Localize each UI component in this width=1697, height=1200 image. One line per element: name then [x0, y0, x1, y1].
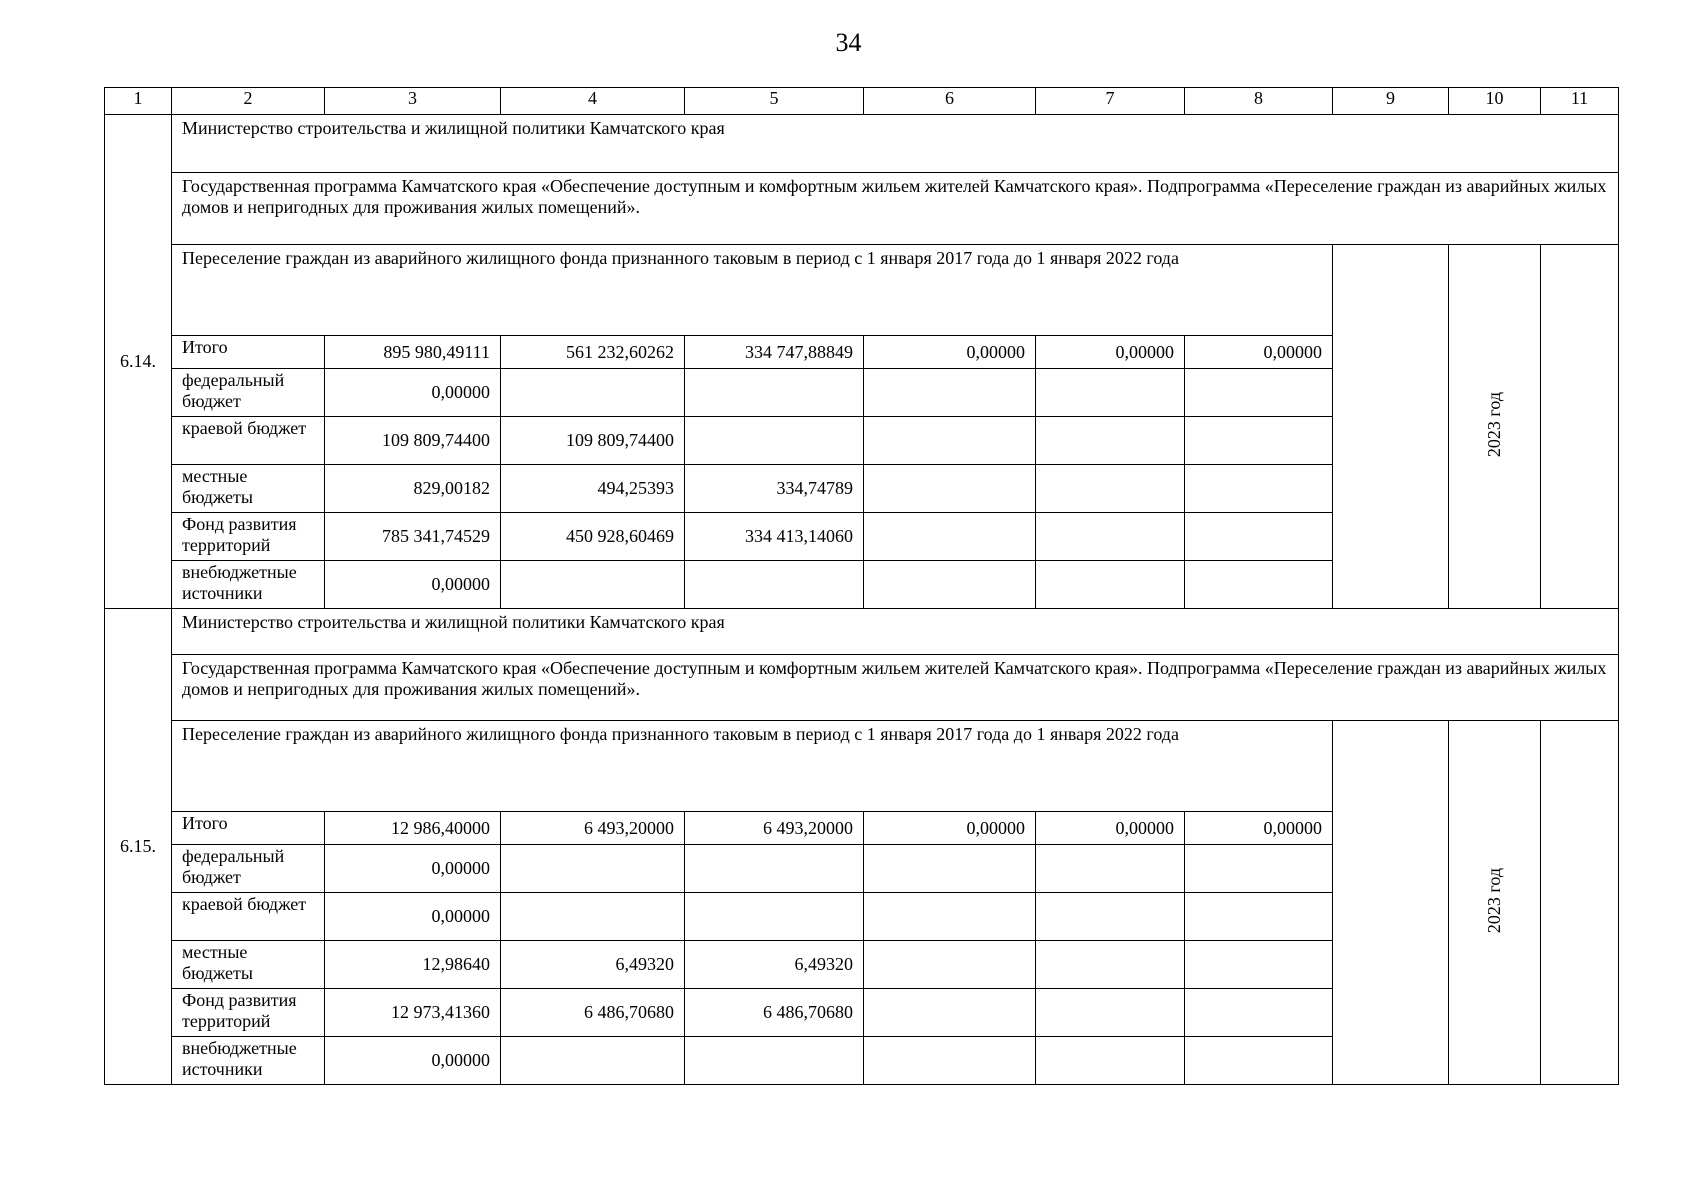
value-cell: 12 986,40000	[325, 812, 501, 845]
value-cell	[685, 845, 864, 893]
value-cell	[864, 941, 1036, 989]
row-label: внебюджетные источники	[172, 1037, 325, 1085]
year-cell	[1449, 245, 1541, 609]
column-number: 1	[105, 88, 172, 115]
column-number: 11	[1541, 88, 1619, 115]
year-text: 2023 год	[1484, 867, 1505, 933]
row-label: краевой бюджет	[172, 893, 325, 941]
value-cell: 12,98640	[325, 941, 501, 989]
value-cell: 0,00000	[325, 561, 501, 609]
value-cell	[864, 893, 1036, 941]
value-cell: 785 341,74529	[325, 513, 501, 561]
column-number: 5	[685, 88, 864, 115]
measure-row	[105, 245, 1619, 336]
column-number: 7	[1036, 88, 1185, 115]
value-cell	[685, 417, 864, 465]
year-cell	[1449, 721, 1541, 1085]
value-cell: 6 493,20000	[501, 812, 685, 845]
value-cell	[501, 561, 685, 609]
row-label: внебюджетные источники	[172, 561, 325, 609]
value-cell	[1036, 941, 1185, 989]
value-cell: 6 486,70680	[501, 989, 685, 1037]
column-number: 9	[1333, 88, 1449, 115]
value-cell	[1036, 989, 1185, 1037]
value-cell	[1036, 417, 1185, 465]
value-cell	[864, 1037, 1036, 1085]
value-cell	[1185, 465, 1333, 513]
value-cell	[685, 561, 864, 609]
program-name: Государственная программа Камчатского края «Обеспечение доступным и комфортным жильем жителей Камчатского края». Подпрограмма «Переселение граждан из аварийных жилых домов и непригодных для проживания жилых помещений».	[172, 655, 1619, 721]
ministry-name: Министерство строительства и жилищной политики Камчатского края	[172, 609, 1619, 655]
column-number-row-group	[105, 88, 1619, 115]
value-cell: 0,00000	[1185, 336, 1333, 369]
value-cell	[864, 561, 1036, 609]
column-number: 10	[1449, 88, 1541, 115]
program-row	[105, 655, 1619, 721]
value-cell: 0,00000	[1185, 812, 1333, 845]
value-cell: 0,00000	[864, 336, 1036, 369]
value-cell: 494,25393	[501, 465, 685, 513]
column-9-cell	[1333, 721, 1449, 1085]
row-label: Итого	[172, 336, 325, 369]
value-cell	[1036, 845, 1185, 893]
value-cell	[1185, 417, 1333, 465]
value-cell: 561 232,60262	[501, 336, 685, 369]
column-9-cell	[1333, 245, 1449, 609]
value-cell: 0,00000	[325, 893, 501, 941]
value-cell	[864, 989, 1036, 1037]
value-cell: 334 747,88849	[685, 336, 864, 369]
section-id: 6.15.	[105, 609, 172, 1085]
value-cell	[501, 845, 685, 893]
page-number: 34	[835, 28, 862, 57]
value-cell: 829,00182	[325, 465, 501, 513]
column-11-cell	[1541, 245, 1619, 609]
value-cell: 450 928,60469	[501, 513, 685, 561]
value-cell: 334,74789	[685, 465, 864, 513]
value-cell	[864, 513, 1036, 561]
value-cell: 6,49320	[501, 941, 685, 989]
value-cell	[864, 369, 1036, 417]
column-number: 3	[325, 88, 501, 115]
value-cell: 334 413,14060	[685, 513, 864, 561]
measure-row	[105, 721, 1619, 812]
year-text: 2023 год	[1484, 391, 1505, 457]
column-number: 8	[1185, 88, 1333, 115]
column-number-row	[105, 88, 1619, 115]
column-number: 2	[172, 88, 325, 115]
column-number: 6	[864, 88, 1036, 115]
value-cell	[864, 417, 1036, 465]
measure-name: Переселение граждан из аварийного жилищного фонда признанного таковым в период с 1 января 2017 года до 1 января 2022 года	[172, 721, 1333, 812]
ministry-name: Министерство строительства и жилищной политики Камчатского края	[172, 115, 1619, 173]
value-cell	[1185, 941, 1333, 989]
value-cell: 12 973,41360	[325, 989, 501, 1037]
row-label: Итого	[172, 812, 325, 845]
program-row	[105, 173, 1619, 245]
row-label: краевой бюджет	[172, 417, 325, 465]
value-cell	[685, 893, 864, 941]
row-label: федеральный бюджет	[172, 369, 325, 417]
budget-table	[104, 87, 1619, 1085]
section-6-14	[105, 115, 1619, 609]
value-cell	[1185, 561, 1333, 609]
value-cell	[1036, 1037, 1185, 1085]
value-cell	[1185, 369, 1333, 417]
value-cell: 0,00000	[325, 369, 501, 417]
value-cell	[501, 369, 685, 417]
value-cell	[1185, 989, 1333, 1037]
value-cell	[1036, 513, 1185, 561]
value-cell	[685, 369, 864, 417]
column-11-cell	[1541, 721, 1619, 1085]
value-cell: 0,00000	[1036, 336, 1185, 369]
program-name: Государственная программа Камчатского края «Обеспечение доступным и комфортным жильем жителей Камчатского края». Подпрограмма «Переселение граждан из аварийных жилых домов и непригодных для проживания жилых помещений».	[172, 173, 1619, 245]
row-label: местные бюджеты	[172, 465, 325, 513]
value-cell: 109 809,74400	[325, 417, 501, 465]
value-cell	[864, 465, 1036, 513]
value-cell	[1185, 1037, 1333, 1085]
value-cell	[501, 1037, 685, 1085]
value-cell: 895 980,49111	[325, 336, 501, 369]
row-label: Фонд развития территорий	[172, 513, 325, 561]
value-cell	[1036, 561, 1185, 609]
value-cell	[1036, 369, 1185, 417]
value-cell: 0,00000	[1036, 812, 1185, 845]
row-label: федеральный бюджет	[172, 845, 325, 893]
row-label: местные бюджеты	[172, 941, 325, 989]
row-label: Фонд развития территорий	[172, 989, 325, 1037]
value-cell	[1036, 893, 1185, 941]
value-cell	[1036, 465, 1185, 513]
value-cell: 0,00000	[325, 1037, 501, 1085]
section-6-15	[105, 609, 1619, 1085]
value-cell: 6 493,20000	[685, 812, 864, 845]
measure-name: Переселение граждан из аварийного жилищного фонда признанного таковым в период с 1 января 2017 года до 1 января 2022 года	[172, 245, 1333, 336]
value-cell	[864, 845, 1036, 893]
column-number: 4	[501, 88, 685, 115]
value-cell	[1185, 893, 1333, 941]
value-cell: 6,49320	[685, 941, 864, 989]
value-cell	[501, 893, 685, 941]
value-cell	[1185, 845, 1333, 893]
value-cell: 109 809,74400	[501, 417, 685, 465]
value-cell: 0,00000	[864, 812, 1036, 845]
value-cell: 0,00000	[325, 845, 501, 893]
ministry-row	[105, 609, 1619, 655]
value-cell	[1185, 513, 1333, 561]
value-cell	[685, 1037, 864, 1085]
value-cell: 6 486,70680	[685, 989, 864, 1037]
section-id: 6.14.	[105, 115, 172, 609]
ministry-row	[105, 115, 1619, 173]
